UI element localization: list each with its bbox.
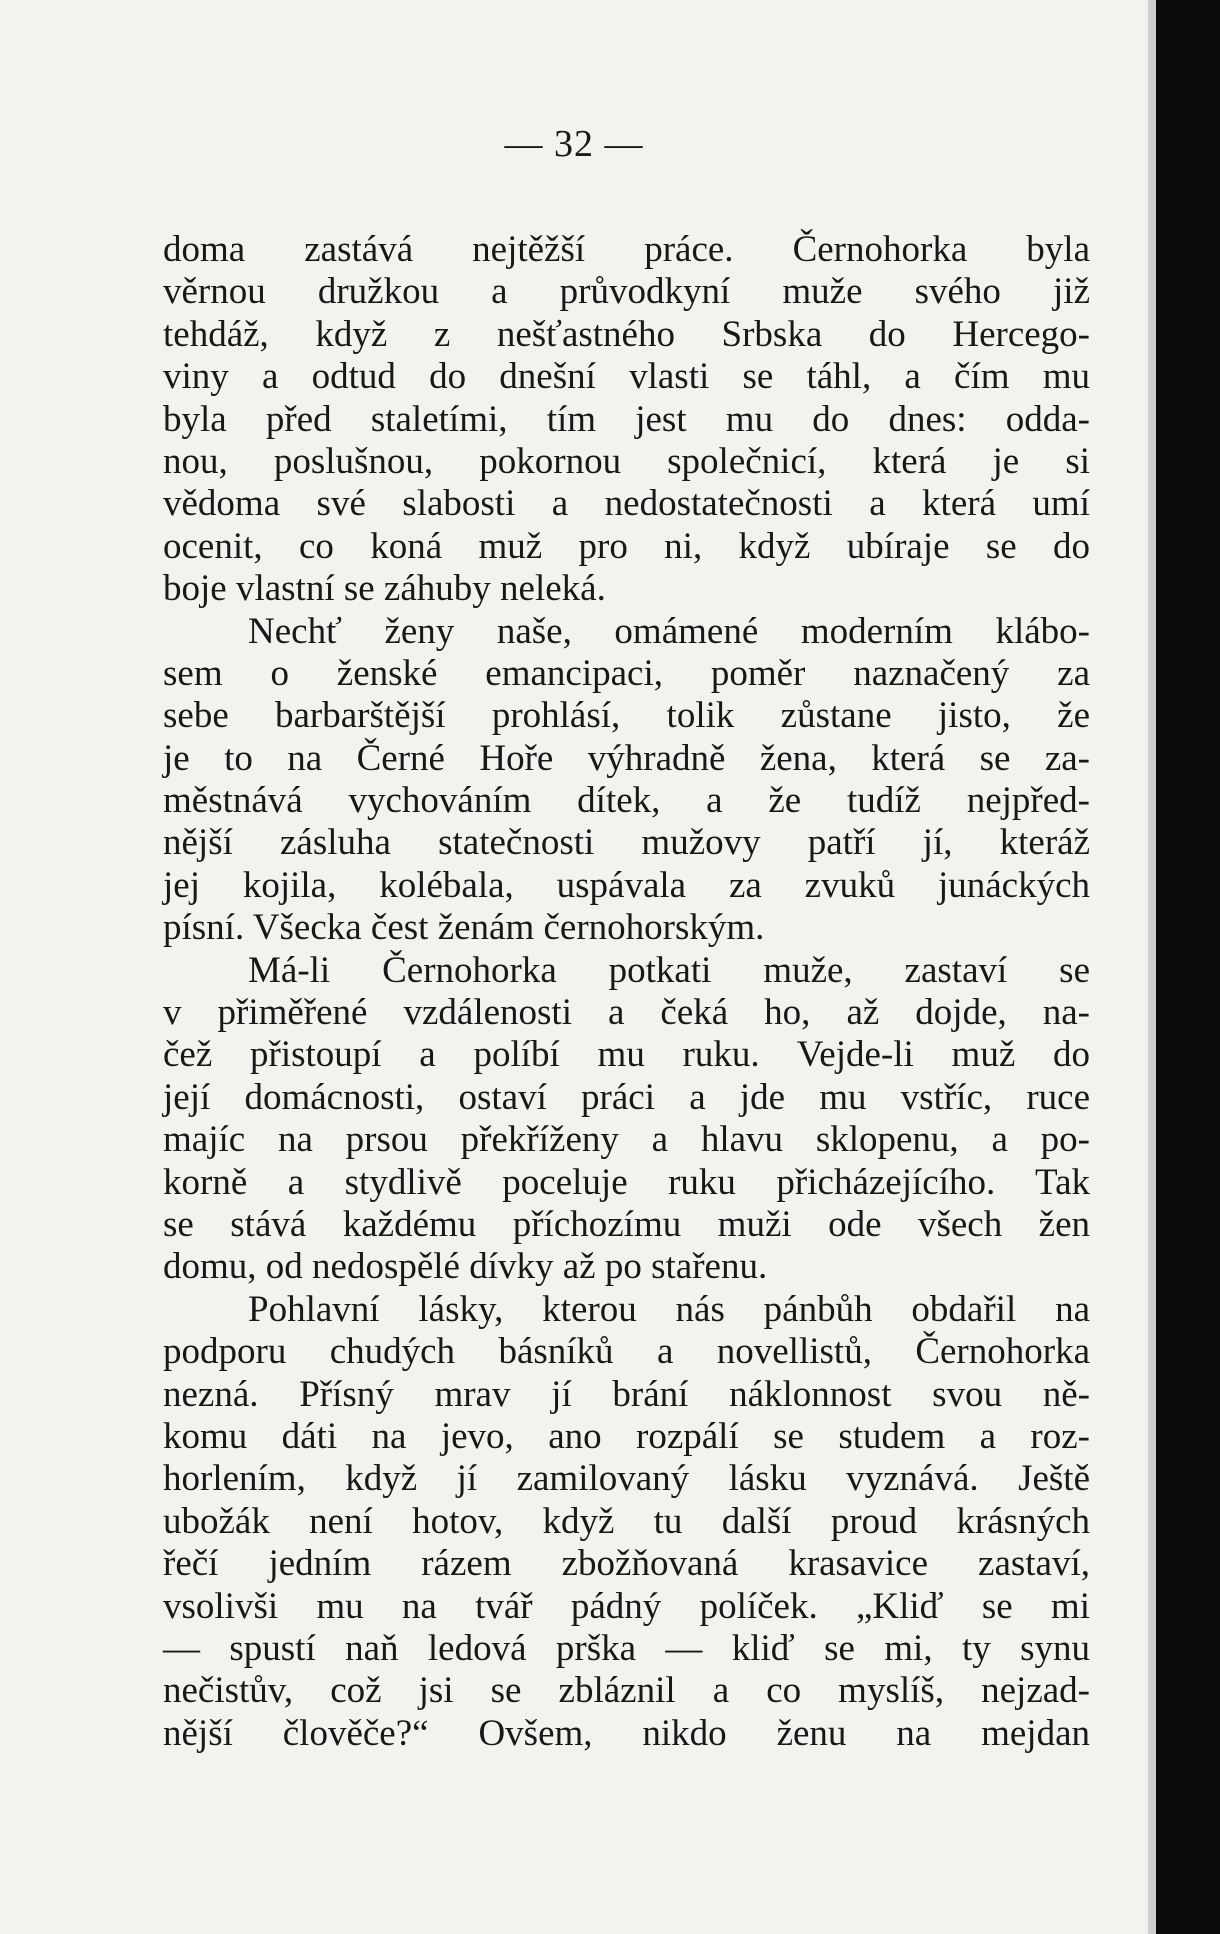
text-line: věrnou družkou a průvodkyní muže svého již xyxy=(163,271,1090,313)
text-line: je to na Černé Hoře výhradně žena, která se za- xyxy=(163,737,1090,779)
page-edge xyxy=(1148,0,1156,1934)
text-line: byla před staletími, tím jest mu do dnes: odda- xyxy=(163,398,1090,440)
text-line: domu, od nedospělé dívky až po stařenu. xyxy=(163,1246,768,1288)
text-line: korně a stydlivě poceluje ruku přicházejícího. Tak xyxy=(163,1161,1090,1203)
text-line: doma zastává nejtěžší práce. Černohorka byla xyxy=(163,229,1090,270)
text-line: Nechť ženy naše, omámené moderním klábo- xyxy=(248,610,1090,652)
text-line: majíc na prsou překříženy a hlavu sklopenu, a po- xyxy=(163,1119,1090,1161)
text-line: sem o ženské emancipaci, poměr naznačený za xyxy=(163,652,1090,694)
body-text xyxy=(163,229,1090,1755)
text-line: ocenit, co koná muž pro ni, když ubíraje se do xyxy=(163,525,1090,567)
text-line: nější člověče?“ Ovšem, nikdo ženu na mejdan xyxy=(163,1712,1090,1754)
text-line: horlením, když jí zamilovaný lásku vyznává. Ještě xyxy=(163,1458,1090,1500)
page-number: — 32 — xyxy=(504,123,644,165)
text-line: Má-li Černohorka potkati muže, zastaví se xyxy=(248,949,1090,991)
text-line: městnává vychováním dítek, a že tudíž nejpřed- xyxy=(163,780,1090,822)
text-line: tehdáž, když z nešťastného Srbska do Hercego- xyxy=(163,313,1090,355)
text-line: čež přistoupí a políbí mu ruku. Vejde-li muž do xyxy=(163,1034,1090,1076)
text-line: nější zásluha statečnosti mužovy patří jí, kteráž xyxy=(163,822,1090,864)
text-line: nou, poslušnou, pokornou společnicí, která je si xyxy=(163,440,1090,482)
text-line: se stává každému příchozímu muži ode všech žen xyxy=(163,1203,1090,1245)
text-line: v přiměřené vzdálenosti a čeká ho, až dojde, na- xyxy=(163,992,1090,1034)
text-line: její domácnosti, ostaví práci a jde mu vstříc, ruce xyxy=(163,1076,1090,1118)
text-line: vsolivši mu na tvář pádný políček. „Kliď se mi xyxy=(163,1585,1090,1627)
text-line: ubožák není hotov, když tu další proud krásných xyxy=(163,1500,1090,1542)
text-line: nezná. Přísný mrav jí brání náklonnost svou ně- xyxy=(163,1373,1090,1415)
scan-border xyxy=(1156,0,1220,1934)
text-line: podporu chudých básníků a novellistů, Černohorka xyxy=(163,1331,1090,1373)
text-line: jej kojila, kolébala, uspávala za zvuků junáckých xyxy=(163,864,1090,906)
text-line: viny a odtud do dnešní vlasti se táhl, a čím mu xyxy=(163,356,1090,398)
text-line: — spustí naň ledová prška — kliď se mi, ty synu xyxy=(163,1627,1090,1669)
text-line: komu dáti na jevo, ano rozpálí se studem a roz- xyxy=(163,1415,1090,1457)
text-line: písní. Všecka čest ženám černohorským. xyxy=(163,907,765,949)
text-line: vědoma své slabosti a nedostatečnosti a která umí xyxy=(163,483,1090,525)
text-line: nečistův, což jsi se zbláznil a co myslíš, nejzad- xyxy=(163,1670,1090,1712)
text-line: sebe barbarštější prohlásí, tolik zůstane jisto, že xyxy=(163,695,1090,737)
text-line: boje vlastní se záhuby neleká. xyxy=(163,568,606,610)
text-line: Pohlavní lásky, kterou nás pánbůh obdařil na xyxy=(248,1288,1090,1330)
text-line: řečí jedním rázem zbožňovaná krasavice zastaví, xyxy=(163,1543,1090,1585)
